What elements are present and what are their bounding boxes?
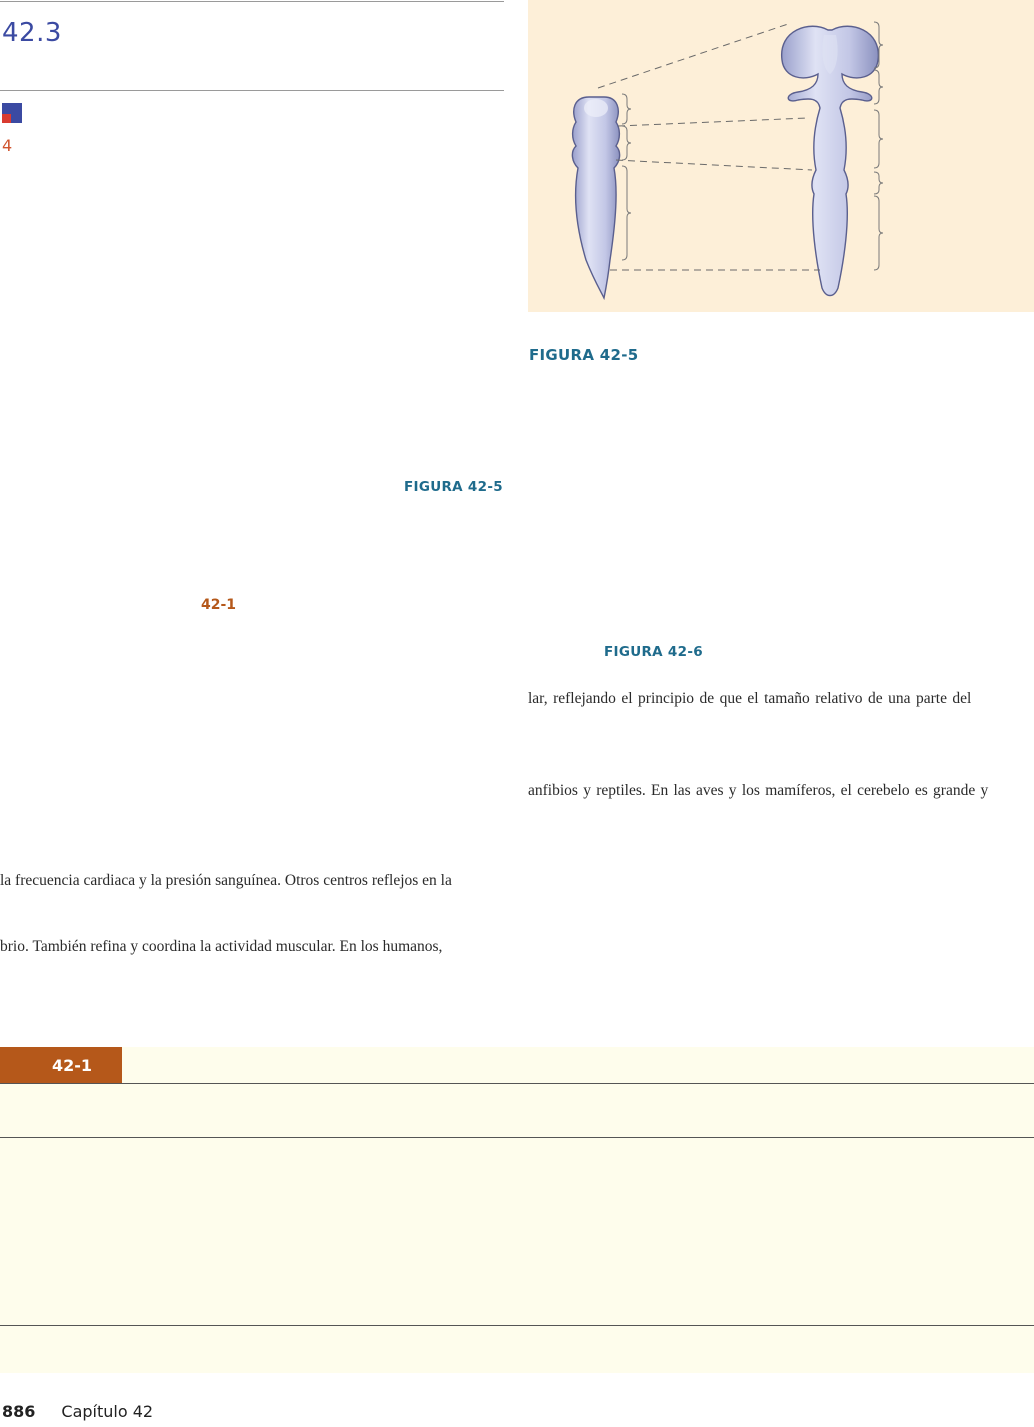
table-header-rule [0,1083,1034,1084]
chapter-label: Capítulo 42 [61,1402,154,1421]
left-braces [622,94,631,260]
section-marker-icon [2,103,22,123]
section-number: 42.3 [2,18,62,48]
table-divider-rule [0,1137,1034,1138]
top-rule [0,1,504,2]
page-footer [2,1402,153,1421]
page-number: 886 [2,1402,36,1421]
right-body-line-2: anfibios y reptiles. En las aves y los mamíferos, el cerebelo es grande y [528,782,989,799]
left-body-line-1: la frecuencia cardiaca y la presión sanguínea. Otros centros reflejos en la [0,872,452,889]
figure-42-5-caption-label: FIGURA 42-5 [529,346,639,364]
subsection-number: 4 [2,136,13,155]
table-bottom-rule [0,1325,1034,1326]
figure-42-5-ref[interactable]: FIGURA 42-5 [404,479,503,495]
figure-42-6-ref[interactable]: FIGURA 42-6 [604,644,703,660]
early-brain-shape [572,97,619,298]
section-rule [0,90,504,91]
table-42-1-ref[interactable]: 42-1 [201,597,237,613]
left-body-line-2: brio. También refina y coordina la actividad muscular. En los humanos, [0,938,443,955]
figure-42-5-illustration [528,0,1034,312]
table-42-1-tab: 42-1 [0,1047,122,1083]
brain-development-diagram [528,0,1034,312]
right-body-line-1: lar, reflejando el principio de que el tamaño relativo de una parte del [528,690,972,707]
